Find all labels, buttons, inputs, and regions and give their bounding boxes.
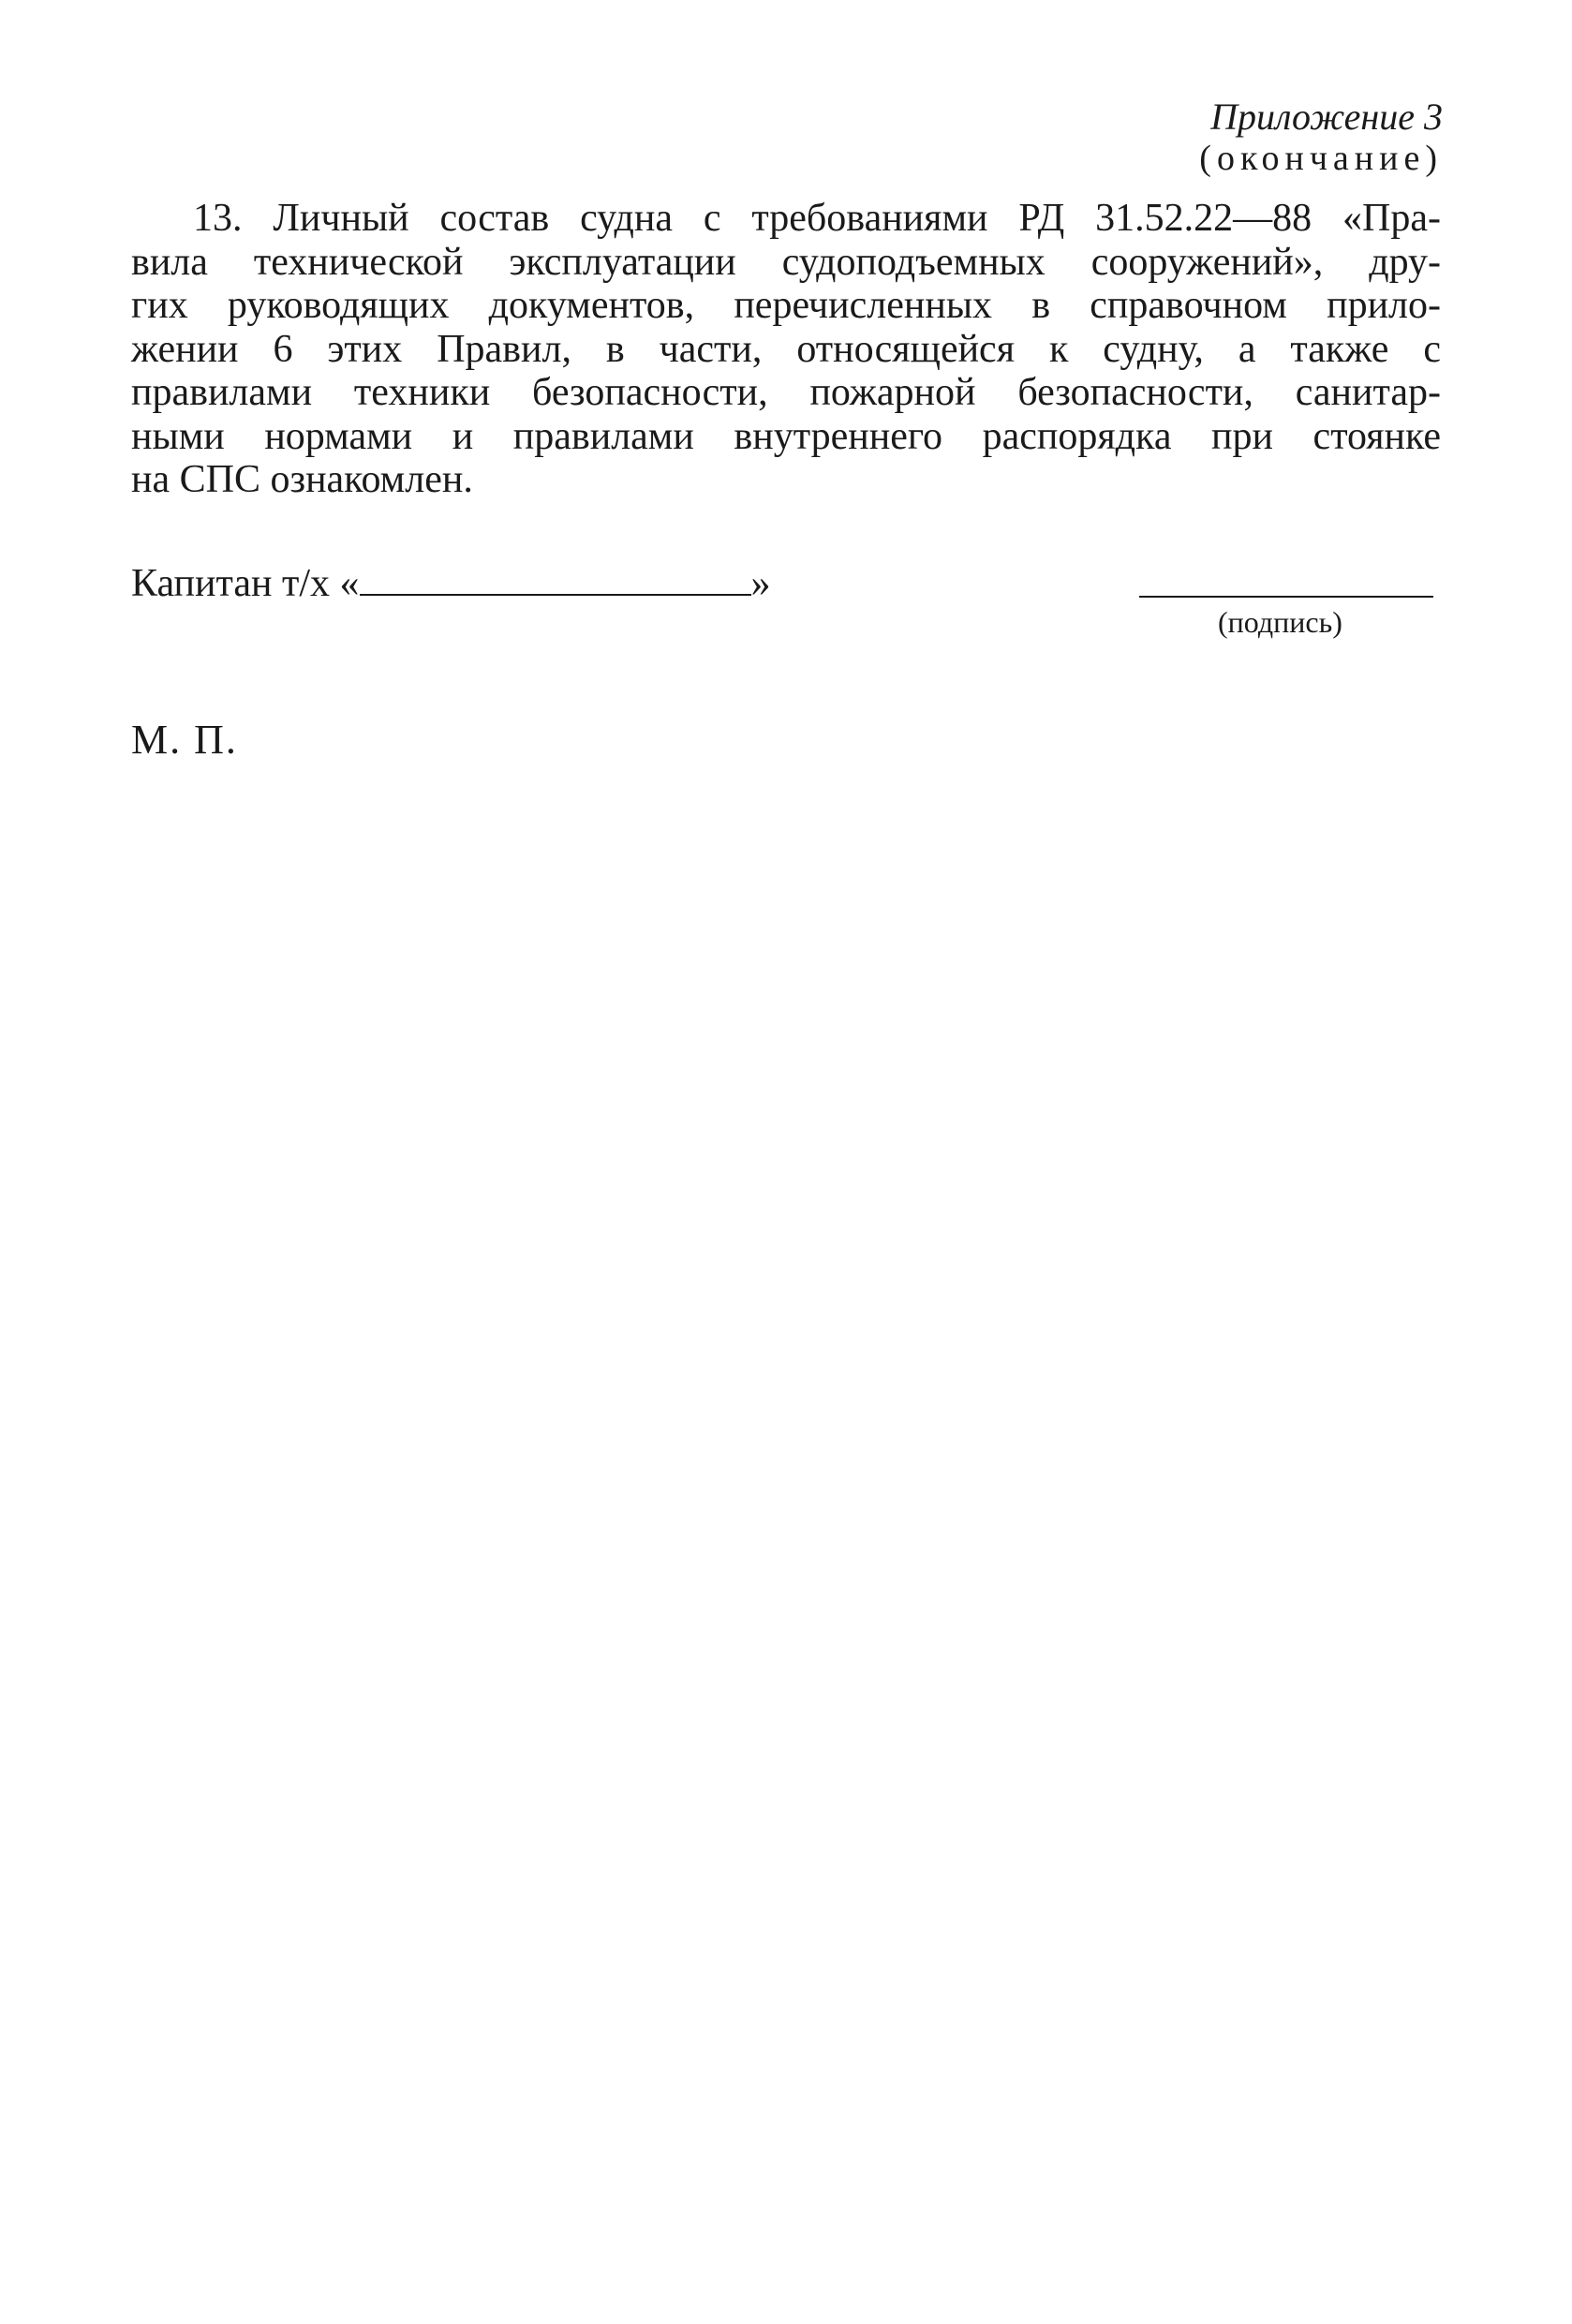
captain-quote-close: » — [750, 562, 771, 605]
paragraph-line: правилами техники безопасности, пожарной безопасности, санитар- — [131, 371, 1441, 414]
paragraph-line: на СПС ознакомлен. — [131, 458, 473, 501]
captain-label: Капитан т/х « — [131, 562, 360, 605]
paragraph-line: ными нормами и правилами внутреннего распорядка при стоянке — [131, 414, 1441, 458]
paragraph-13 — [131, 197, 1441, 502]
signature-caption: (подпись) — [1218, 605, 1342, 639]
paragraph-line: гих руководящих документов, перечисленных в справочном прило- — [131, 284, 1441, 327]
signature-line[interactable] — [1139, 596, 1433, 598]
ship-name-blank[interactable] — [360, 558, 751, 596]
paragraph-line: вила технической эксплуатации судоподъемных сооружений», дру- — [131, 240, 1441, 284]
captain-field — [131, 558, 771, 607]
appendix-continuation: (окончание) — [1199, 139, 1443, 178]
stamp-place-label: М. П. — [131, 717, 238, 762]
paragraph-line: 13. Личный состав судна с требованиями РД 31.52.22—88 «Пра- — [193, 197, 1441, 240]
paragraph-line: жении 6 этих Правил, в части, относящейся к судну, а также с — [131, 327, 1441, 371]
appendix-label: Приложение 3 — [1210, 96, 1443, 138]
